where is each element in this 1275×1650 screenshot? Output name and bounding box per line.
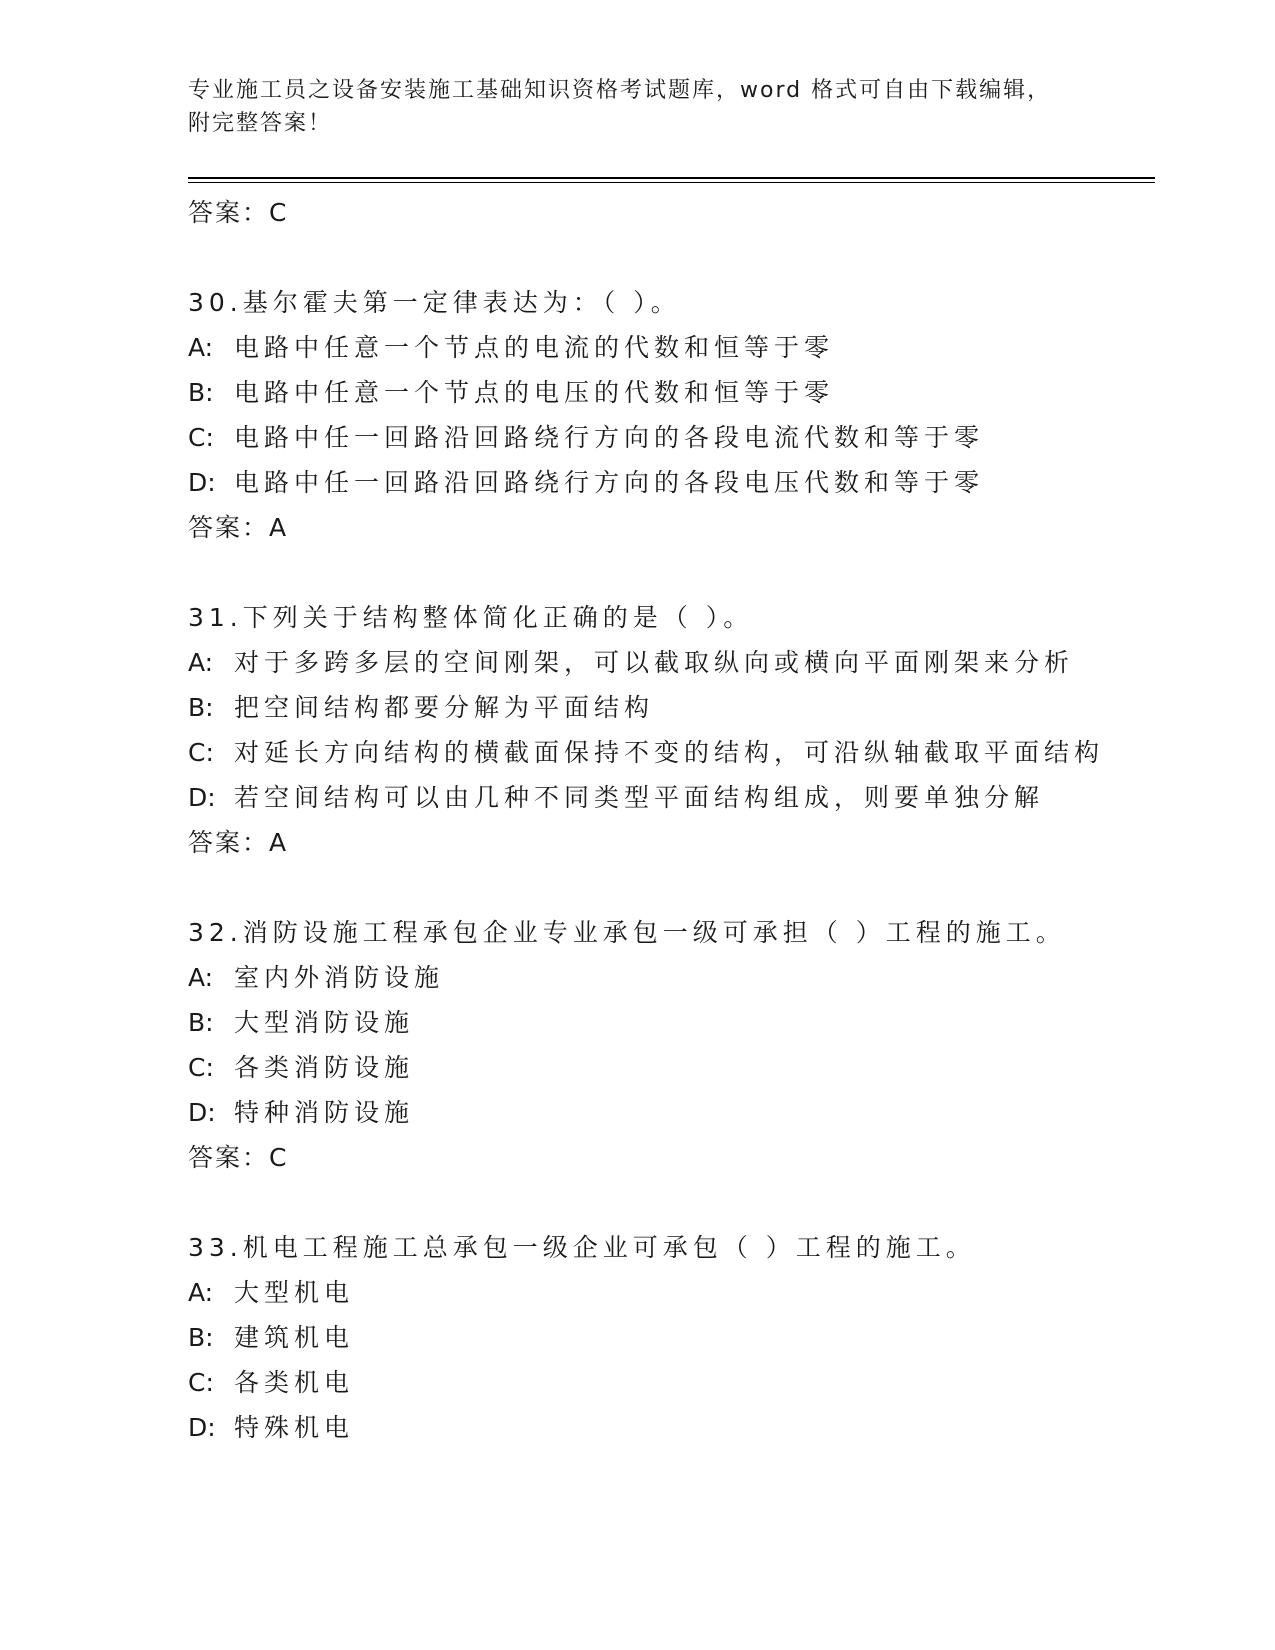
option-b [188,685,1148,730]
option-letter: B: [188,693,214,722]
option-d [188,460,1148,505]
option-b [188,1000,1148,1045]
option-letter: A: [188,333,214,362]
option-letter: D: [188,1413,216,1442]
option-letter: D: [188,783,216,812]
option-letter: A: [188,648,214,677]
option-letter: C: [188,738,214,767]
answer-line: 答案：A [188,513,289,542]
header-line-1: 专业施工员之设备安装施工基础知识资格考试题库，word 格式可自由下载编辑， [188,78,1052,103]
option-letter: A: [188,1278,214,1307]
option-d [188,1090,1148,1135]
option-text: 特种消防设施 [234,1098,415,1127]
option-a [188,325,1148,370]
option-letter: C: [188,1368,214,1397]
option-text: 室内外消防设施 [234,963,445,992]
option-text: 电路中任意一个节点的电流的代数和恒等于零 [234,333,835,362]
question-list [188,190,1148,1450]
option-c [188,1045,1148,1090]
option-d [188,775,1148,820]
question-stem: 32.消防设施工程承包企业专业承包一级可承担（ ）工程的施工。 [188,918,1066,947]
question-32 [188,910,1148,1181]
option-text: 对延长方向结构的横截面保持不变的结构，可沿纵轴截取平面结构 [234,738,1105,767]
document-header [188,74,1088,140]
header-line-2: 附完整答案！ [188,111,333,136]
answer-line: 答案：A [188,828,289,857]
question-30 [188,280,1148,551]
option-a [188,640,1148,685]
option-a [188,955,1148,1000]
option-letter: B: [188,1008,214,1037]
question-33 [188,1225,1148,1450]
option-text: 把空间结构都要分解为平面结构 [234,693,655,722]
option-text: 电路中任意一个节点的电压的代数和恒等于零 [234,378,835,407]
option-text: 各类机电 [234,1368,355,1397]
question-stem: 31.下列关于结构整体简化正确的是（ ）。 [188,603,754,632]
option-letter: C: [188,423,214,452]
option-text: 大型消防设施 [234,1008,415,1037]
question-31 [188,595,1148,866]
option-b [188,370,1148,415]
option-c [188,415,1148,460]
option-letter: B: [188,378,214,407]
option-text: 各类消防设施 [234,1053,415,1082]
option-text: 对于多跨多层的空间刚架，可以截取纵向或横向平面刚架来分析 [234,648,1075,677]
option-letter: B: [188,1323,214,1352]
option-text: 电路中任一回路沿回路绕行方向的各段电流代数和等于零 [234,423,985,452]
option-text: 大型机电 [234,1278,355,1307]
option-letter: D: [188,468,216,497]
option-b [188,1315,1148,1360]
previous-answer: 答案：C [188,198,289,227]
option-letter: A: [188,963,214,992]
header-rule-thin [188,182,1155,183]
option-letter: D: [188,1098,216,1127]
option-text: 若空间结构可以由几种不同类型平面结构组成，则要单独分解 [234,783,1045,812]
question-stem: 33.机电工程施工总承包一级企业可承包（ ）工程的施工。 [188,1233,976,1262]
option-c [188,1360,1148,1405]
option-text: 建筑机电 [234,1323,355,1352]
header-rule-thick [188,177,1155,179]
option-d [188,1405,1148,1450]
option-text: 电路中任一回路沿回路绕行方向的各段电压代数和等于零 [234,468,985,497]
option-letter: C: [188,1053,214,1082]
answer-line: 答案：C [188,1143,289,1172]
option-text: 特殊机电 [234,1413,355,1442]
question-stem: 30.基尔霍夫第一定律表达为：（ ）。 [188,288,681,317]
option-a [188,1270,1148,1315]
option-c [188,730,1148,775]
